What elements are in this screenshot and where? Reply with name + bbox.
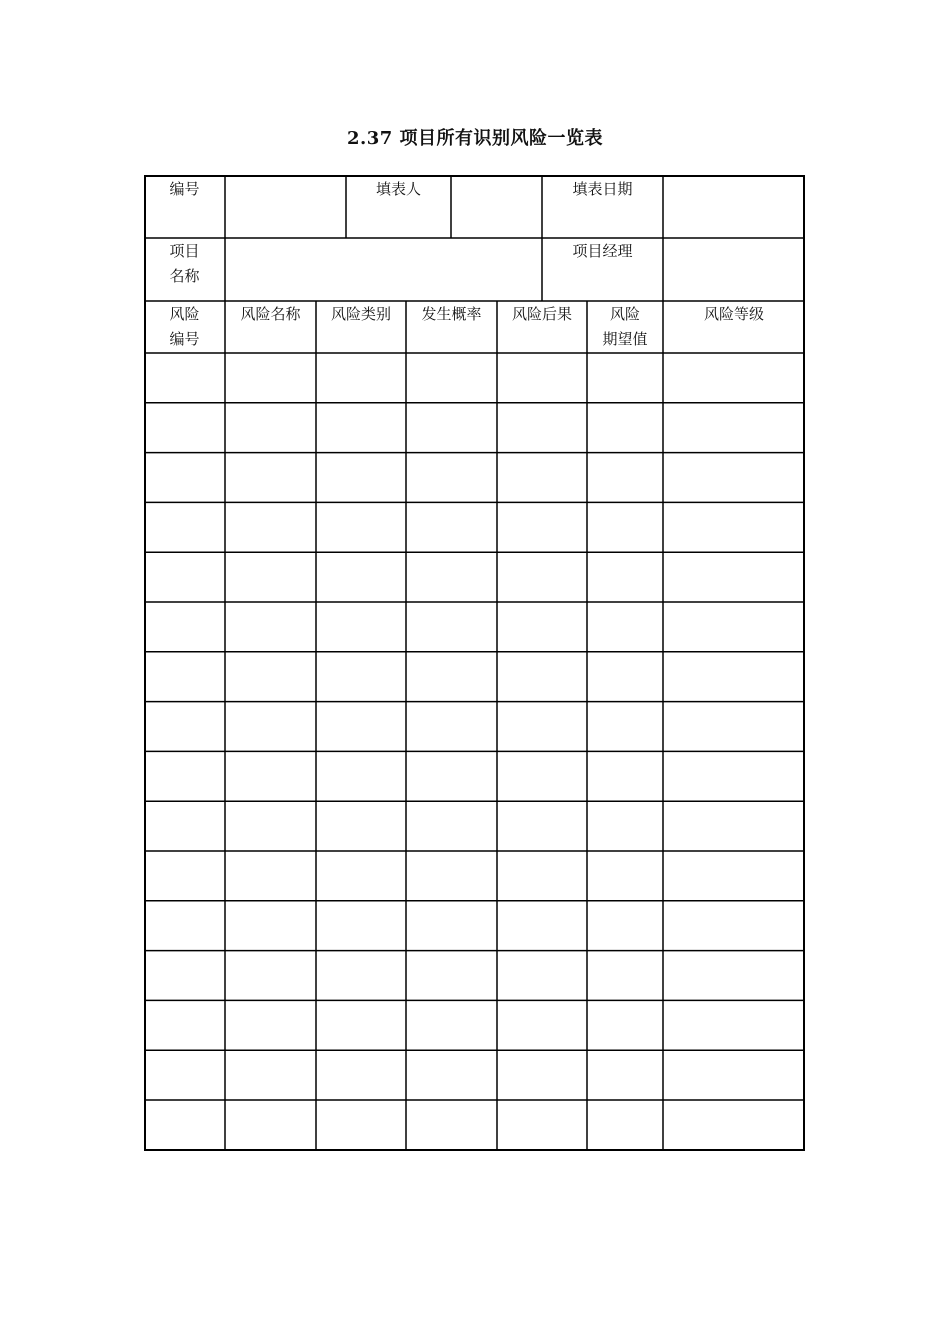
header-consequence: 风险后果: [511, 305, 572, 323]
label-project-name-1: 项目: [169, 242, 200, 260]
label-fill-date: 填表日期: [572, 180, 633, 198]
label-number: 编号: [169, 180, 200, 198]
header-risk-category: 风险类别: [330, 305, 391, 323]
header-probability: 发生概率: [421, 305, 482, 323]
label-project-name-2: 名称: [169, 267, 200, 285]
page-title: 2.37 项目所有识别风险一览表: [346, 128, 604, 149]
header-expected-value-1: 风险: [609, 305, 640, 323]
header-risk-name: 风险名称: [240, 305, 301, 323]
header-risk-level: 风险等级: [703, 305, 764, 323]
label-filler: 填表人: [375, 180, 421, 198]
risk-table: [144, 175, 805, 1151]
label-project-manager: 项目经理: [572, 242, 633, 260]
header-expected-value-2: 期望值: [602, 330, 648, 348]
header-risk-id-2: 编号: [169, 330, 200, 348]
header-risk-id-1: 风险: [169, 305, 200, 323]
